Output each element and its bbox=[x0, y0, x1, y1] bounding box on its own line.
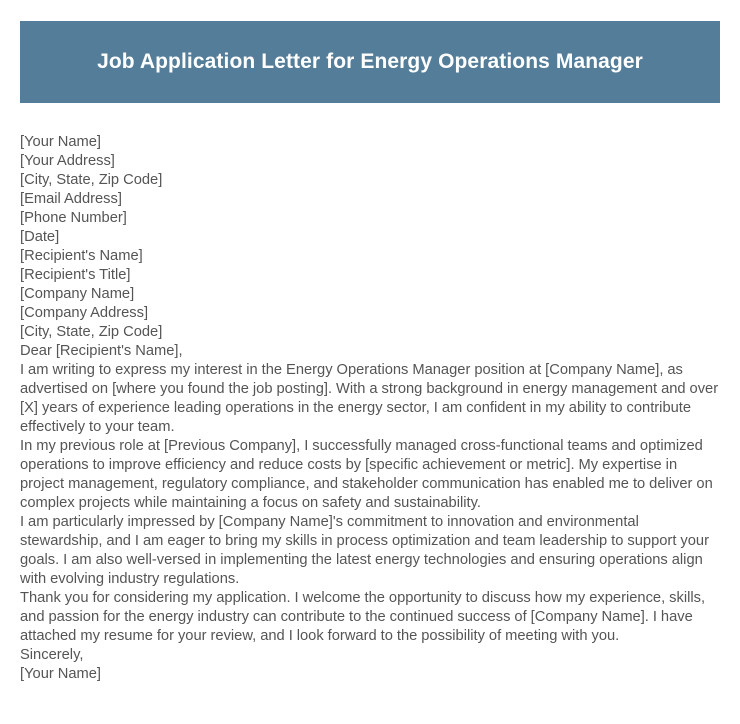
body-paragraph-4: Thank you for considering my application. I welcome the opportunity to discuss how my experience, skills, and passion for the energy industry can contribute to the continued success of [Company Name]. I have attached my resume for your review, and I look forward to the possibility of meeting with you. bbox=[20, 590, 710, 644]
sender-email: [Email Address] bbox=[20, 191, 122, 207]
salutation: Dear [Recipient's Name], bbox=[20, 343, 183, 359]
document-header-banner bbox=[20, 21, 720, 103]
recipient-city-state-zip: [City, State, Zip Code] bbox=[20, 324, 163, 340]
sender-city-state-zip: [City, State, Zip Code] bbox=[20, 172, 163, 188]
recipient-address: [Company Address] bbox=[20, 305, 149, 321]
body-paragraph-1: I am writing to express my interest in the Energy Operations Manager position at [Company Name], as advertised on [where you found the job posting]. With a strong background in energy management and over [X] years of experience leading operations in the energy sector, I am confident in my ability to contribute effectively to your team. bbox=[20, 362, 723, 435]
letter-date: [Date] bbox=[20, 229, 60, 245]
recipient-title: [Recipient's Title] bbox=[20, 267, 131, 283]
signature-name: [Your Name] bbox=[20, 666, 101, 682]
closing-salutation: Sincerely, bbox=[20, 647, 84, 663]
sender-phone: [Phone Number] bbox=[20, 210, 127, 226]
body-paragraph-3: I am particularly impressed by [Company Name]'s commitment to innovation and environmental stewardship, and I am eager to bring my skills in process optimization and team leadership to support your goals. I am also well-versed in implementing the latest energy technologies and ensuring operations align with evolving industry regulations. bbox=[20, 514, 713, 587]
sender-address: [Your Address] bbox=[20, 153, 115, 169]
letter-body bbox=[20, 133, 723, 684]
page-title: Job Application Letter for Energy Operations Manager bbox=[97, 50, 643, 74]
sender-name: [Your Name] bbox=[20, 134, 101, 150]
recipient-name: [Recipient's Name] bbox=[20, 248, 143, 264]
body-paragraph-2: In my previous role at [Previous Company], I successfully managed cross-functional teams and optimized operations to improve efficiency and reduce costs by [specific achievement or metric]. My expertise in project management, regulatory compliance, and stakeholder communication has enabled me to deliver on complex projects while maintaining a focus on safety and sustainability. bbox=[20, 438, 717, 511]
recipient-company: [Company Name] bbox=[20, 286, 135, 302]
